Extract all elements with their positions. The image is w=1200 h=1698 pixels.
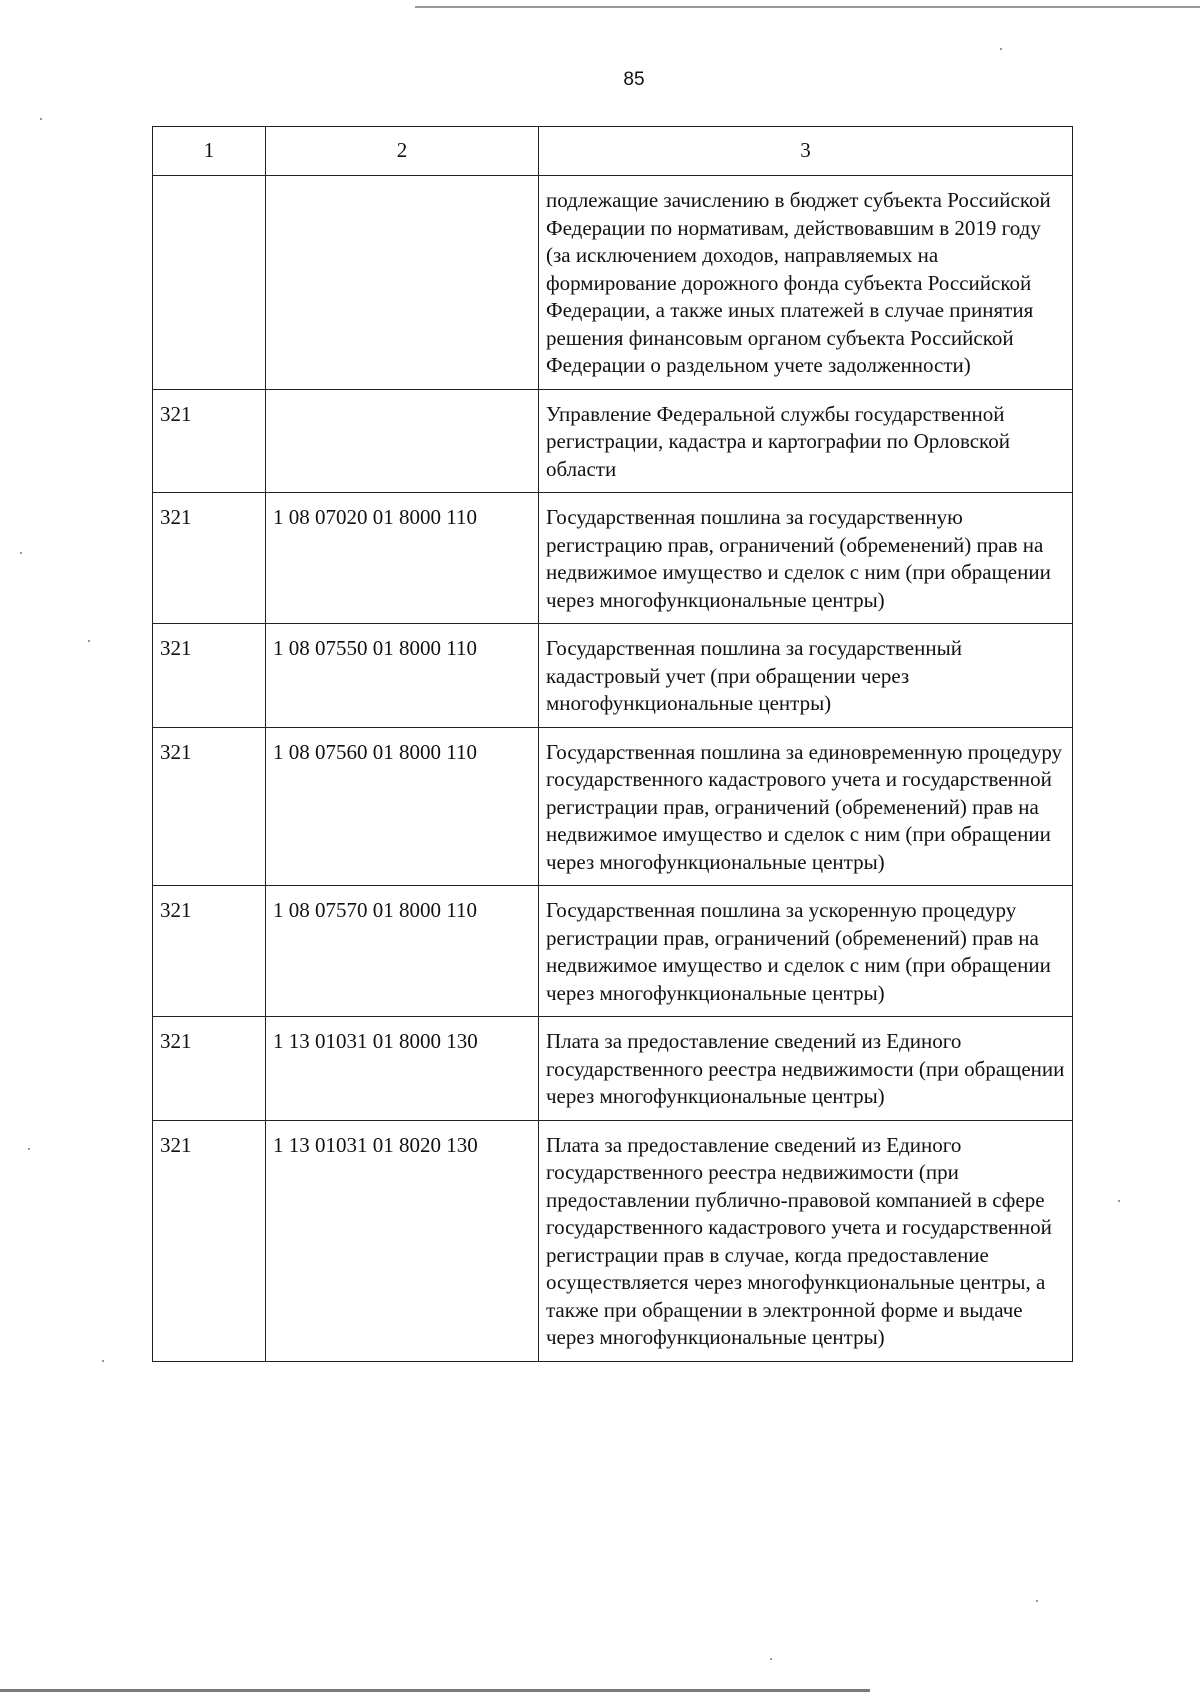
description-cell: Плата за предоставление сведений из Единого государственного реестра недвижимости (при обращении через многофункциональные центры)	[539, 1017, 1073, 1121]
admin-code-cell: 321	[153, 624, 266, 728]
scan-speck	[40, 118, 42, 120]
budget-code-cell	[266, 389, 539, 493]
description-cell: Государственная пошлина за ускоренную процедуру регистрации прав, ограничений (обременений) прав на недвижимое имущество и сделок с ним (при обращении через многофункциональные центры)	[539, 886, 1073, 1017]
scan-edge-top	[415, 6, 1200, 8]
description-cell: Государственная пошлина за государственную регистрацию прав, ограничений (обременений) прав на недвижимое имущество и сделок с ним (при обращении через многофункциональные центры)	[539, 493, 1073, 624]
budget-code-cell: 1 08 07560 01 8000 110	[266, 727, 539, 886]
header-col-3: 3	[539, 127, 1073, 176]
budget-code-cell: 1 08 07020 01 8000 110	[266, 493, 539, 624]
description-cell: Государственная пошлина за государственный кадастровый учет (при обращении через многофункциональные центры)	[539, 624, 1073, 728]
budget-code-cell: 1 08 07550 01 8000 110	[266, 624, 539, 728]
admin-code-cell: 321	[153, 1017, 266, 1121]
table-row	[153, 493, 1073, 624]
admin-code-cell: 321	[153, 389, 266, 493]
revenue-codes-table	[152, 126, 1073, 1362]
admin-code-cell: 321	[153, 493, 266, 624]
scan-speck	[1118, 1200, 1120, 1202]
description-cell: Плата за предоставление сведений из Единого государственного реестра недвижимости (при предоставлении публично-правовой компанией в сфере государственного кадастрового учета и государственной регистрации прав в случае, когда предоставление осуществляется через многофункциональные центры, а также при обращении в электронной форме и выдаче через многофункциональные центры)	[539, 1120, 1073, 1361]
description-cell: подлежащие зачислению в бюджет субъекта Российской Федерации по нормативам, действовавшим в 2019 году (за исключением доходов, направляемых на формирование дорожного фонда субъекта Российской Федерации, а также иных платежей в случае принятия решения финансовым органом субъекта Российской Федерации о раздельном учете задолженности)	[539, 176, 1073, 390]
admin-code-cell	[153, 176, 266, 390]
scan-speck	[28, 1148, 30, 1150]
scan-speck	[1000, 48, 1002, 50]
scan-speck	[1036, 1600, 1038, 1602]
description-cell: Государственная пошлина за единовременную процедуру государственного кадастрового учета и государственной регистрации прав, ограничений (обременений) прав на недвижимое имущество и сделок с ним (при обращении через многофункциональные центры)	[539, 727, 1073, 886]
scan-speck	[88, 640, 90, 642]
admin-code-cell: 321	[153, 886, 266, 1017]
header-col-1: 1	[153, 127, 266, 176]
table-row	[153, 624, 1073, 728]
scan-speck	[770, 1658, 772, 1660]
header-col-2: 2	[266, 127, 539, 176]
budget-code-cell: 1 13 01031 01 8020 130	[266, 1120, 539, 1361]
admin-code-cell: 321	[153, 727, 266, 886]
table-row	[153, 1120, 1073, 1361]
scan-speck	[20, 552, 22, 554]
budget-code-cell: 1 08 07570 01 8000 110	[266, 886, 539, 1017]
table-row	[153, 389, 1073, 493]
table-row	[153, 176, 1073, 390]
table-row	[153, 727, 1073, 886]
table-row	[153, 1017, 1073, 1121]
scan-edge-bottom	[0, 1689, 870, 1692]
description-cell: Управление Федеральной службы государственной регистрации, кадастра и картографии по Орловской области	[539, 389, 1073, 493]
budget-code-cell: 1 13 01031 01 8000 130	[266, 1017, 539, 1121]
table-header-row	[153, 127, 1073, 176]
scan-speck	[102, 1360, 104, 1362]
table-row	[153, 886, 1073, 1017]
budget-code-cell	[266, 176, 539, 390]
admin-code-cell: 321	[153, 1120, 266, 1361]
page-number: 85	[623, 69, 645, 90]
